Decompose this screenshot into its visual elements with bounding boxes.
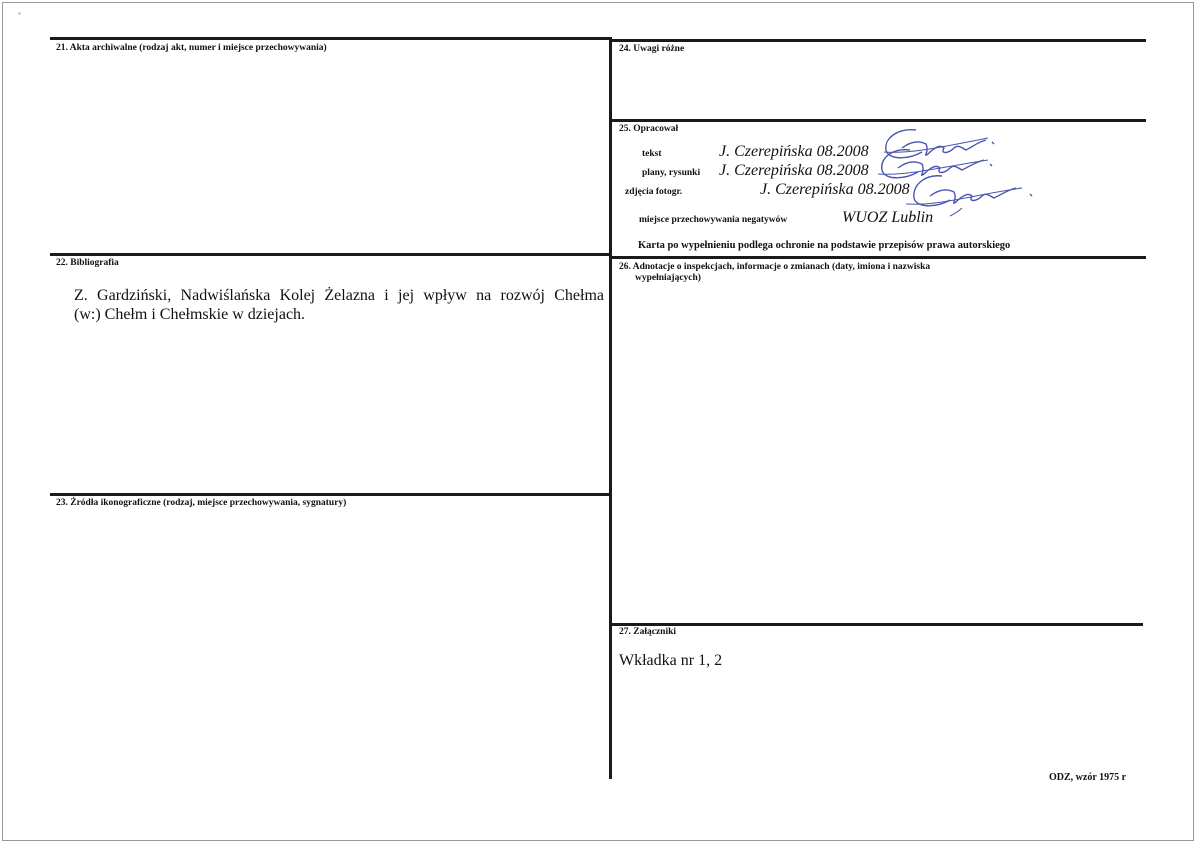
rule-25-top (612, 119, 1146, 122)
page-border (2, 2, 1194, 841)
rule-22-top (50, 253, 610, 256)
section-24-label: 24. Uwagi różne (619, 44, 685, 54)
bibliography-line-1: Z. Gardziński, Nadwiślańska Kolej Żelazna i jej wpływ na rozwój Chełma (74, 287, 604, 304)
section-25-label: 25. Opracował (619, 124, 679, 134)
signature-zdjecia-icon (902, 168, 1042, 216)
section-26-label-line1: 26. Adnotacje o inspekcjach, informacje o zmianach (daty, imiona i nazwiska (619, 262, 931, 272)
copyright-note: Karta po wypełnieniu podlega ochronie na podstawie przepisów prawa autorskiego (638, 240, 1011, 251)
zdjecia-value: J. Czerepińska 08.2008 (760, 181, 910, 198)
rule-top-right (612, 39, 1146, 42)
rule-27-top (610, 623, 1143, 626)
section-27-label: 27. Załączniki (619, 627, 677, 637)
tekst-label: tekst (642, 149, 662, 159)
scan-speck (18, 12, 21, 15)
section-21-label: 21. Akta archiwalne (rodzaj akt, numer i miejsce przechowywania) (56, 43, 327, 53)
section-22-label: 22. Bibliografia (56, 258, 119, 268)
bibliography-text (74, 286, 604, 324)
rule-top-left (50, 37, 610, 40)
rule-26-top (612, 256, 1146, 259)
section-23-label: 23. Źródła ikonograficzne (rodzaj, miejsce przechowywania, sygnatury) (56, 498, 347, 508)
attachments-value: Wkładka nr 1, 2 (619, 652, 723, 669)
plany-value: J. Czerepińska 08.2008 (719, 162, 869, 179)
column-divider (609, 37, 612, 779)
negatywy-label: miejsce przechowywania negatywów (639, 215, 788, 225)
form-id: ODZ, wzór 1975 r (1049, 772, 1127, 783)
tekst-value: J. Czerepińska 08.2008 (719, 143, 869, 160)
zdjecia-label: zdjęcia fotogr. (625, 187, 683, 197)
negatywy-value: WUOZ Lublin (842, 209, 934, 226)
rule-23-top (50, 493, 610, 496)
plany-label: plany, rysunki (642, 168, 701, 178)
bibliography-line-2: (w:) Chełm i Chełmskie w dziejach. (74, 306, 306, 323)
section-26-label-line2: wypełniających) (635, 273, 701, 283)
